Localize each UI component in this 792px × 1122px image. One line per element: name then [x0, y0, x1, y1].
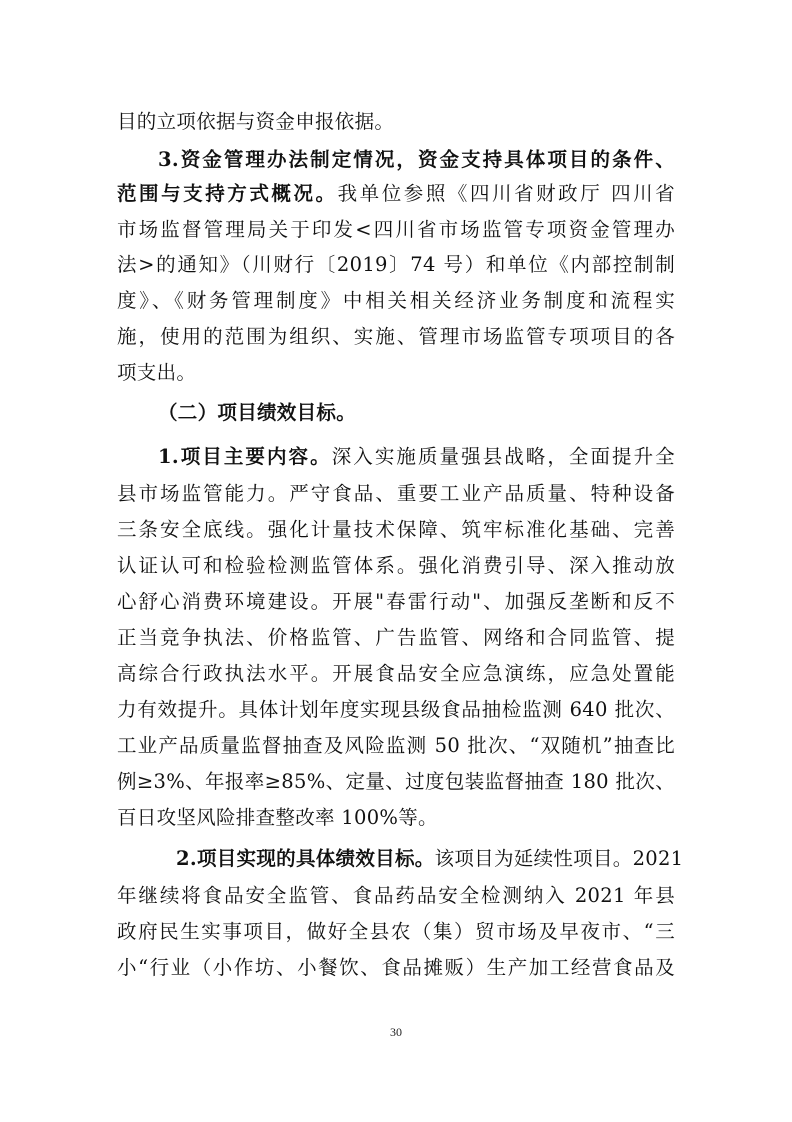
text-run: 小“行业（小作坊、小餐饮、食品摊贩）生产加工经营食品及 — [117, 956, 675, 979]
text-line-11 — [117, 475, 675, 512]
text-run: 项支出。 — [117, 361, 197, 384]
text-run: 例≥3%、年报率≥85%、定量、过度包装监督抽查 180 批次、 — [117, 770, 675, 793]
text-line-10 — [158, 438, 675, 475]
text-line-18 — [117, 727, 675, 764]
text-line-2 — [158, 141, 675, 178]
text-run: 心舒心消费环境建设。开展"春雷行动"、加强反垄断和反不 — [117, 590, 675, 613]
bold-run: 2.项目实现的具体绩效目标。 — [176, 847, 435, 870]
text-line-5 — [117, 246, 675, 283]
text-run: 三条安全底线。强化计量技术保障、筑牢标准化基础、完善 — [117, 518, 675, 541]
text-run: 政府民生实事项目，做好全县农（集）贸市场及早夜市、“三 — [117, 920, 675, 943]
text-run: 施，使用的范围为组织、实施、管理市场监管专项项目的各 — [117, 325, 675, 348]
text-line-6 — [117, 282, 675, 319]
text-run: 深入实施质量强县战略，全面提升全 — [331, 445, 675, 468]
text-line-8 — [117, 354, 675, 391]
text-line-15 — [117, 619, 675, 656]
text-line-21 — [176, 840, 684, 877]
text-line-22 — [117, 877, 675, 914]
text-run: 法>的通知》（川财行〔2019〕74 号）和单位《内部控制制 — [117, 253, 675, 276]
bold-run: 3.资金管理办法制定情况，资金支持具体项目的条件、 — [158, 148, 675, 171]
bold-run: 1.项目主要内容。 — [158, 445, 332, 468]
text-line-3 — [117, 175, 675, 212]
text-line-4 — [117, 211, 675, 248]
text-run: 该项目为延续性项目。2021 — [434, 847, 684, 870]
bold-run: 范围与支持方式概况。 — [117, 182, 338, 205]
text-run: 力有效提升。具体计划年度实现县级食品抽检监测 640 批次、 — [117, 698, 675, 721]
text-line-24 — [117, 949, 675, 986]
text-run: 市场监督管理局关于印发<四川省市场监管专项资金管理办 — [117, 218, 675, 241]
section-heading — [158, 394, 675, 431]
text-line-17 — [117, 691, 675, 728]
text-line-12 — [117, 511, 675, 548]
text-line-1 — [117, 103, 675, 140]
text-run: 百日攻坚风险排查整改率 100%等。 — [117, 806, 438, 829]
text-run: 县市场监管能力。严守食品、重要工业产品质量、特种设备 — [117, 482, 675, 505]
text-line-23 — [117, 913, 675, 950]
text-run: 目的立项依据与资金申报依据。 — [117, 110, 395, 133]
text-line-20 — [117, 799, 675, 836]
text-line-7 — [117, 318, 675, 355]
text-run: 我单位参照《四川省财政厅 四川省 — [337, 182, 675, 205]
bold-run: （二）项目绩效目标。 — [158, 401, 357, 424]
text-run: 高综合行政执法水平。开展食品安全应急演练，应急处置能 — [117, 662, 675, 685]
text-line-13 — [117, 547, 675, 584]
text-run: 工业产品质量监督抽查及风险监测 50 批次、“双随机”抽查比 — [117, 734, 675, 757]
text-run: 度》、《财务管理制度》中相关相关经济业务制度和流程实 — [117, 289, 675, 312]
text-run: 正当竞争执法、价格监管、广告监管、网络和合同监管、提 — [117, 626, 675, 649]
text-line-14 — [117, 583, 675, 620]
text-line-19 — [117, 763, 675, 800]
text-run: 认证认可和检验检测监管体系。强化消费引导、深入推动放 — [117, 554, 675, 577]
text-run: 年继续将食品安全监管、食品药品安全检测纳入 2021 年县 — [117, 884, 675, 907]
text-line-16 — [117, 655, 675, 692]
page-number: 30 — [390, 1025, 402, 1039]
